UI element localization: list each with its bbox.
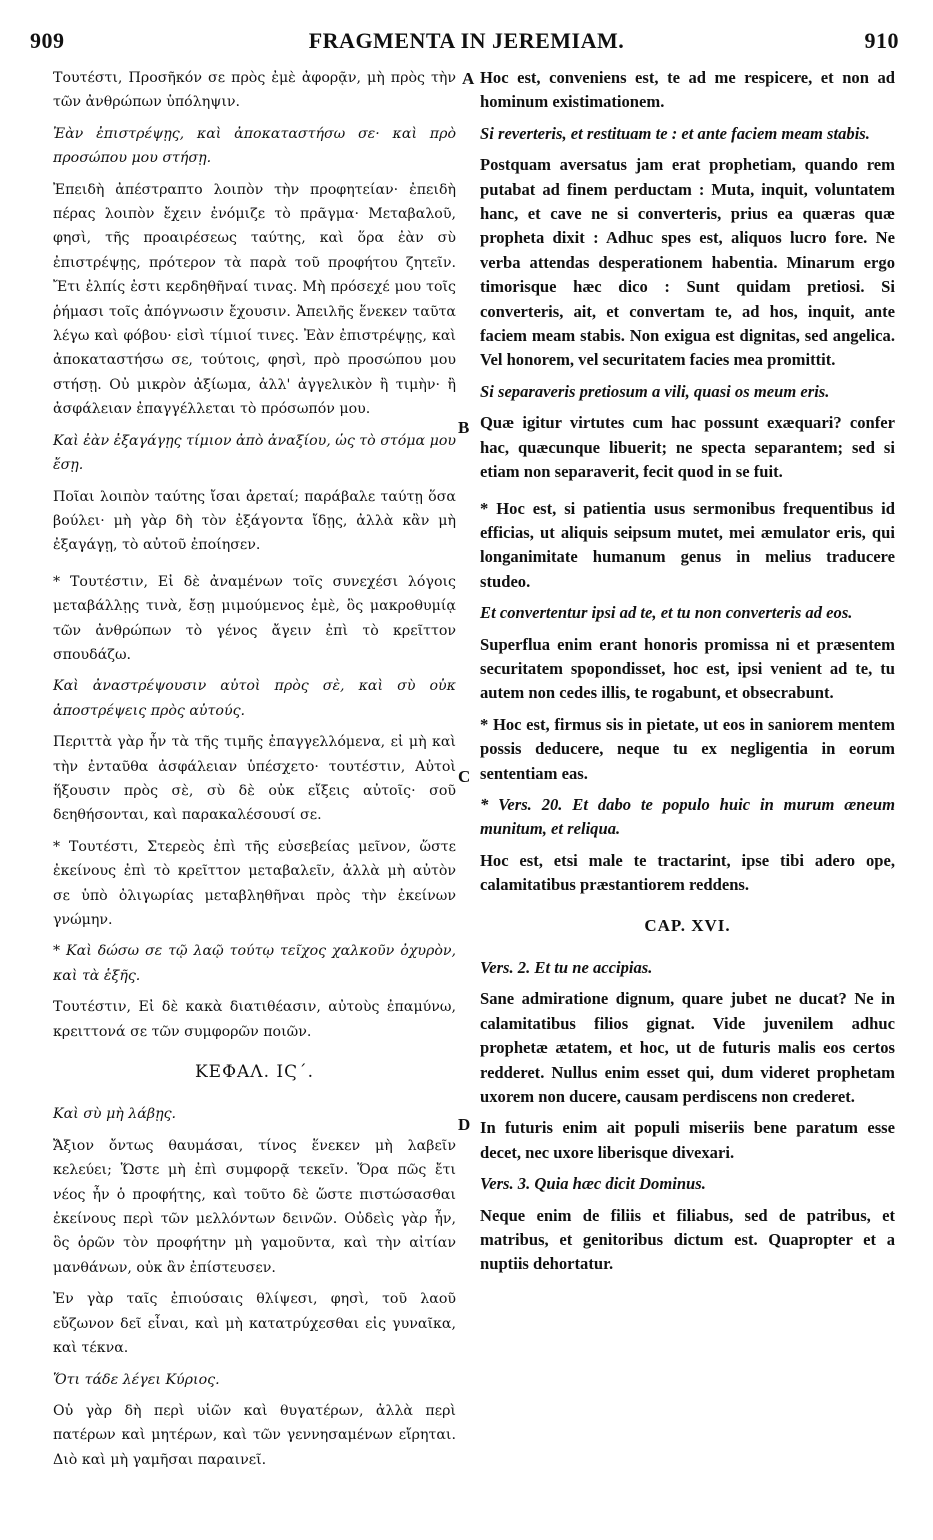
running-title: FRAGMENTA IN JEREMIAM. [308,28,625,53]
greek-chapter-heading: ΚΕΦΑΛ. ΙϚ΄. [194,1062,315,1083]
section-marker-d: D [458,1115,471,1134]
greek-paragraph: Τουτέστι, Προσῆκόν σε πρὸς ἐμὲ ἀφορᾷν, μὴ πρὸς τὴν τῶν ἀνθρώπων ὑπόληψιν. [53,70,456,111]
latin-column [480,66,895,1284]
greek-paragraph: Οὐ γὰρ δὴ περὶ υἱῶν καὶ θυγατέρων, ἀλλὰ περὶ πατέρων καὶ μητέρων, καὶ τῶν γεννησαμένων εἴρηται. Διὸ καὶ μὴ γαμῆσαι παραινεῖ. [53,1402,456,1468]
latin-scripture-verse: Et convertentur ipsi ad te, et tu non converteris ad eos. [480,603,853,623]
greek-paragraph: * Τουτέστιν, Εἰ δὲ ἀναμένων τοῖς συνεχέσι λόγοις μεταβάλλῃς τινὰ, ἔσῃ μιμούμενος ἐμὲ, ὃς μακροθυμίᾳ τῶν ἀνθρώπων τὸ γένος ἄγειν ἐπὶ τὸ κρεῖττον σπουδάζω. [53,573,456,663]
greek-scripture-verse: Καὶ σὺ μὴ λάβῃς. [53,1106,177,1123]
greek-column [53,66,456,1479]
latin-scripture-verse: Si reverteris, et restituam te : et ante faciem meam stabis. [480,123,870,143]
section-marker-a: A [462,69,475,88]
greek-paragraph: Ἄξιον ὄντως θαυμάσαι, τίνος ἕνεκεν μὴ λαβεῖν κελεύει; Ὥστε μὴ ἐπὶ συμφορᾷ τεκεῖν. Ὅρα πῶς ἔτι νέος ἦν ὁ προφήτης, καὶ τοῦτο δὲ ὥστε πιστώσασθαι ἐκείνους περὶ τῶν μελλόντων δεινῶν. Οὐδεὶς γὰρ ἦν, ὃς ὁρῶν τὸν προφήτην μὴ γαμοῦντα, καὶ τὴν αἰτίαν μανθάνων, οὐκ ἂν ἐπίστευσεν. [53,1137,456,1276]
latin-scripture-verse: * Vers. 20. Et dabo te populo huic in murum æneum munitum, et reliqua. [480,794,895,839]
latin-paragraph: In futuris enim ait populi miseriis bene paratum esse decet, nec uxore liberisque divexari. [480,1118,895,1162]
greek-paragraph: Ἐπειδὴ ἀπέστραπτο λοιπὸν τὴν προφητείαν· ἐπειδὴ πέρας λοιπὸν ἔχειν ἐνόμιζε τὸ πρᾶγμα· Μεταβαλοῦ, φησὶ, τῆς προαιρέσεως ταύτης, καὶ ὅρα ἐὰν σὺ ἐπιστρέψῃς, πρότερον τὰ παρὰ τοῦ προφήτου ζητεῖν. Ἔτι ἐλπίς ἐστι κερδηθῆναί τινας. Μὴ πρόσεχέ μου τοῖς ῥήμασι τοῖς ἀπόγνωσιν ἔχουσιν. Ἀπειλῆς ἕνεκεν ταῦτα λέγω καὶ φόβου· εἰσὶ τίμιοί τινες. Ἐὰν ἐπιστρέψῃς, καὶ ἀποκαταστήσω σε, τούτοις, φησὶ, πρὸ προσώπου μου στήσῃ. Οὐ μικρὸν ἀξίωμα, ἀλλ' ἀγγελικὸν ἢ τιμὴν· ἢ ἀσφάλειαν ἐπαγγέλλεται τὸ πρόσωπόν μου. [53,181,456,418]
latin-scripture-verse: Vers. 2. Et tu ne accipias. [480,958,653,977]
latin-paragraph: Hoc est, conveniens est, te ad me respicere, et non ad hominum existimationem. [480,68,895,112]
latin-paragraph: Postquam aversatus jam erat prophetiam, quando rem putabat ad finem perductam : Muta, inquit, voluntatem hanc, et cave ne si converteris, prius ea quæras quæ propheta dixit : Adhuc spes est, aliquos lucro fore. Ne verba attendas desperationem habentia. Minarum ergo timorisque hæc dico : Sunt quidam pretiosi. Si converteris, ait, et convertam te, ad hos, inquit, ante faciem meam stabis. Non exigua est dignitas, sed angelica. Vel honorem, vel securitatem facies mea promittit. [480,155,895,370]
page-header [0,28,933,58]
greek-scripture-verse: Ὅτι τάδε λέγει Κύριος. [53,1371,220,1388]
latin-paragraph: Superflua enim erant honoris promissa ni et præsentem securitatem spopondisset, hoc est, ipsi venient ad te, tu autem non cedes illis, te rogabunt, et obsecrabunt. [480,634,895,703]
section-marker-c: C [458,767,471,786]
latin-paragraph: * Hoc est, firmus sis in pietate, ut eos in saniorem mentem possis deducere, neque tu ex negligentia in eorum sententiam eas. [480,714,895,783]
left-page-number: 909 [30,28,65,53]
latin-paragraph: Hoc est, etsi male te tractarint, ipse tibi adero ope, calamitatibus præstantiorem reddens. [480,850,895,895]
greek-paragraph: Περιττὰ γὰρ ἦν τὰ τῆς τιμῆς ἐπαγγελλόμενα, εἰ μὴ καὶ τὴν ἐνταῦθα ἀσφάλειαν ὑπέσχετο· τουτέστιν, Αὐτοὶ ἥξουσιν πρὸς σὲ, σὺ δὲ οὐκ εἴξεις αὐτοῖς· σοῦ δεηθήσονται, καὶ παρακαλέσουσί σε. [53,734,456,824]
latin-paragraph: Quæ igitur virtutes cum hac possunt exæquari? confer hac, quæcunque libuerit; ne specta separantem; sed si etiam non separaverit, fecit quod in se fuit. [480,413,895,482]
latin-scripture-verse: Si separaveris pretiosum a vili, quasi os meum eris. [480,381,830,401]
greek-paragraph: * Τουτέστι, Στερεὸς ἐπὶ τῆς εὐσεβείας μεῖνον, ὥστε ἐκείνους ἐπὶ τὸ κρεῖττον μεταβαλεῖν, ἀλλὰ μὴ αὐτὸν σε ὑπὸ ὀλιγωρίας μεταβληθῆναι πρὸς τὴν ἐκείνων γνώμην. [53,838,456,928]
latin-chapter-heading: CAP. XVI. [644,915,731,935]
greek-scripture-verse: Ἐὰν ἐπιστρέψῃς, καὶ ἀποκαταστήσω σε· καὶ πρὸ προσώπου μου στήσῃ. [53,125,456,167]
greek-scripture-verse: Καὶ ἀναστρέψουσιν αὐτοὶ πρὸς σὲ, καὶ σὺ οὐκ ἀποστρέψεις πρὸς αὐτούς. [53,678,456,719]
right-page-number: 910 [864,28,899,53]
latin-paragraph: * Hoc est, si patientia usus sermonibus frequentibus id efficias, ut aliquis seipsum mutet, mei æmulator eris, qui longanimitate humanum genus in melius traducere studeo. [480,498,895,591]
latin-scripture-verse: Vers. 3. Quia hæc dicit Dominus. [480,1174,706,1194]
greek-paragraph: Ἐν γὰρ ταῖς ἐπιούσαις θλίψεσι, φησὶ, τοῦ λαοῦ εὔζωνον δεῖ εἶναι, καὶ μὴ κατατρύχεσθαι εἰς γυναῖκα, καὶ τέκνα. [53,1291,456,1357]
latin-paragraph: Sane admiratione dignum, quare jubet ne ducat? Ne in calamitatibus filios gignat. Vide juvenilem adhuc prophetæ ætatem, et hoc, ut de futuris malis eos certos redderet. Nullus enim esset qui, dum videret prophetam uxorem non ducere, causam perdiscens non crederet. [480,989,895,1107]
greek-scripture-verse: * Καὶ δώσω σε τῷ λαῷ τούτῳ τεῖχος χαλκοῦν ὀχυρὸν, καὶ τὰ ἑξῆς. [53,943,456,984]
section-marker-b: B [458,418,470,437]
greek-paragraph: Τουτέστιν, Εἰ δὲ κακὰ διατιθέασιν, αὐτοὺς ἐπαμύνω, κρειττονά σε τῶν συμφορῶν ποιῶν. [53,999,456,1040]
greek-paragraph: Ποῖαι λοιπὸν ταύτης ἴσαι ἀρεταί; παράβαλε ταύτῃ ὅσα βούλει· μὴ γὰρ δὴ τὸν ἐξάγοντα ἴδῃς, ἀλλὰ κἂν μὴ ἐξαγάγῃ, τὸ αὐτοῦ ἐποίησεν. [53,488,456,554]
greek-scripture-verse: Καὶ ἐὰν ἐξαγάγῃς τίμιον ἀπὸ ἀναξίου, ὡς τὸ στόμα μου ἔσῃ. [53,432,456,474]
latin-paragraph: Neque enim de filiis et filiabus, sed de patribus, et matribus, et genitoribus dictum est. Quapropter et a nuptiis dehortatur. [480,1205,895,1274]
